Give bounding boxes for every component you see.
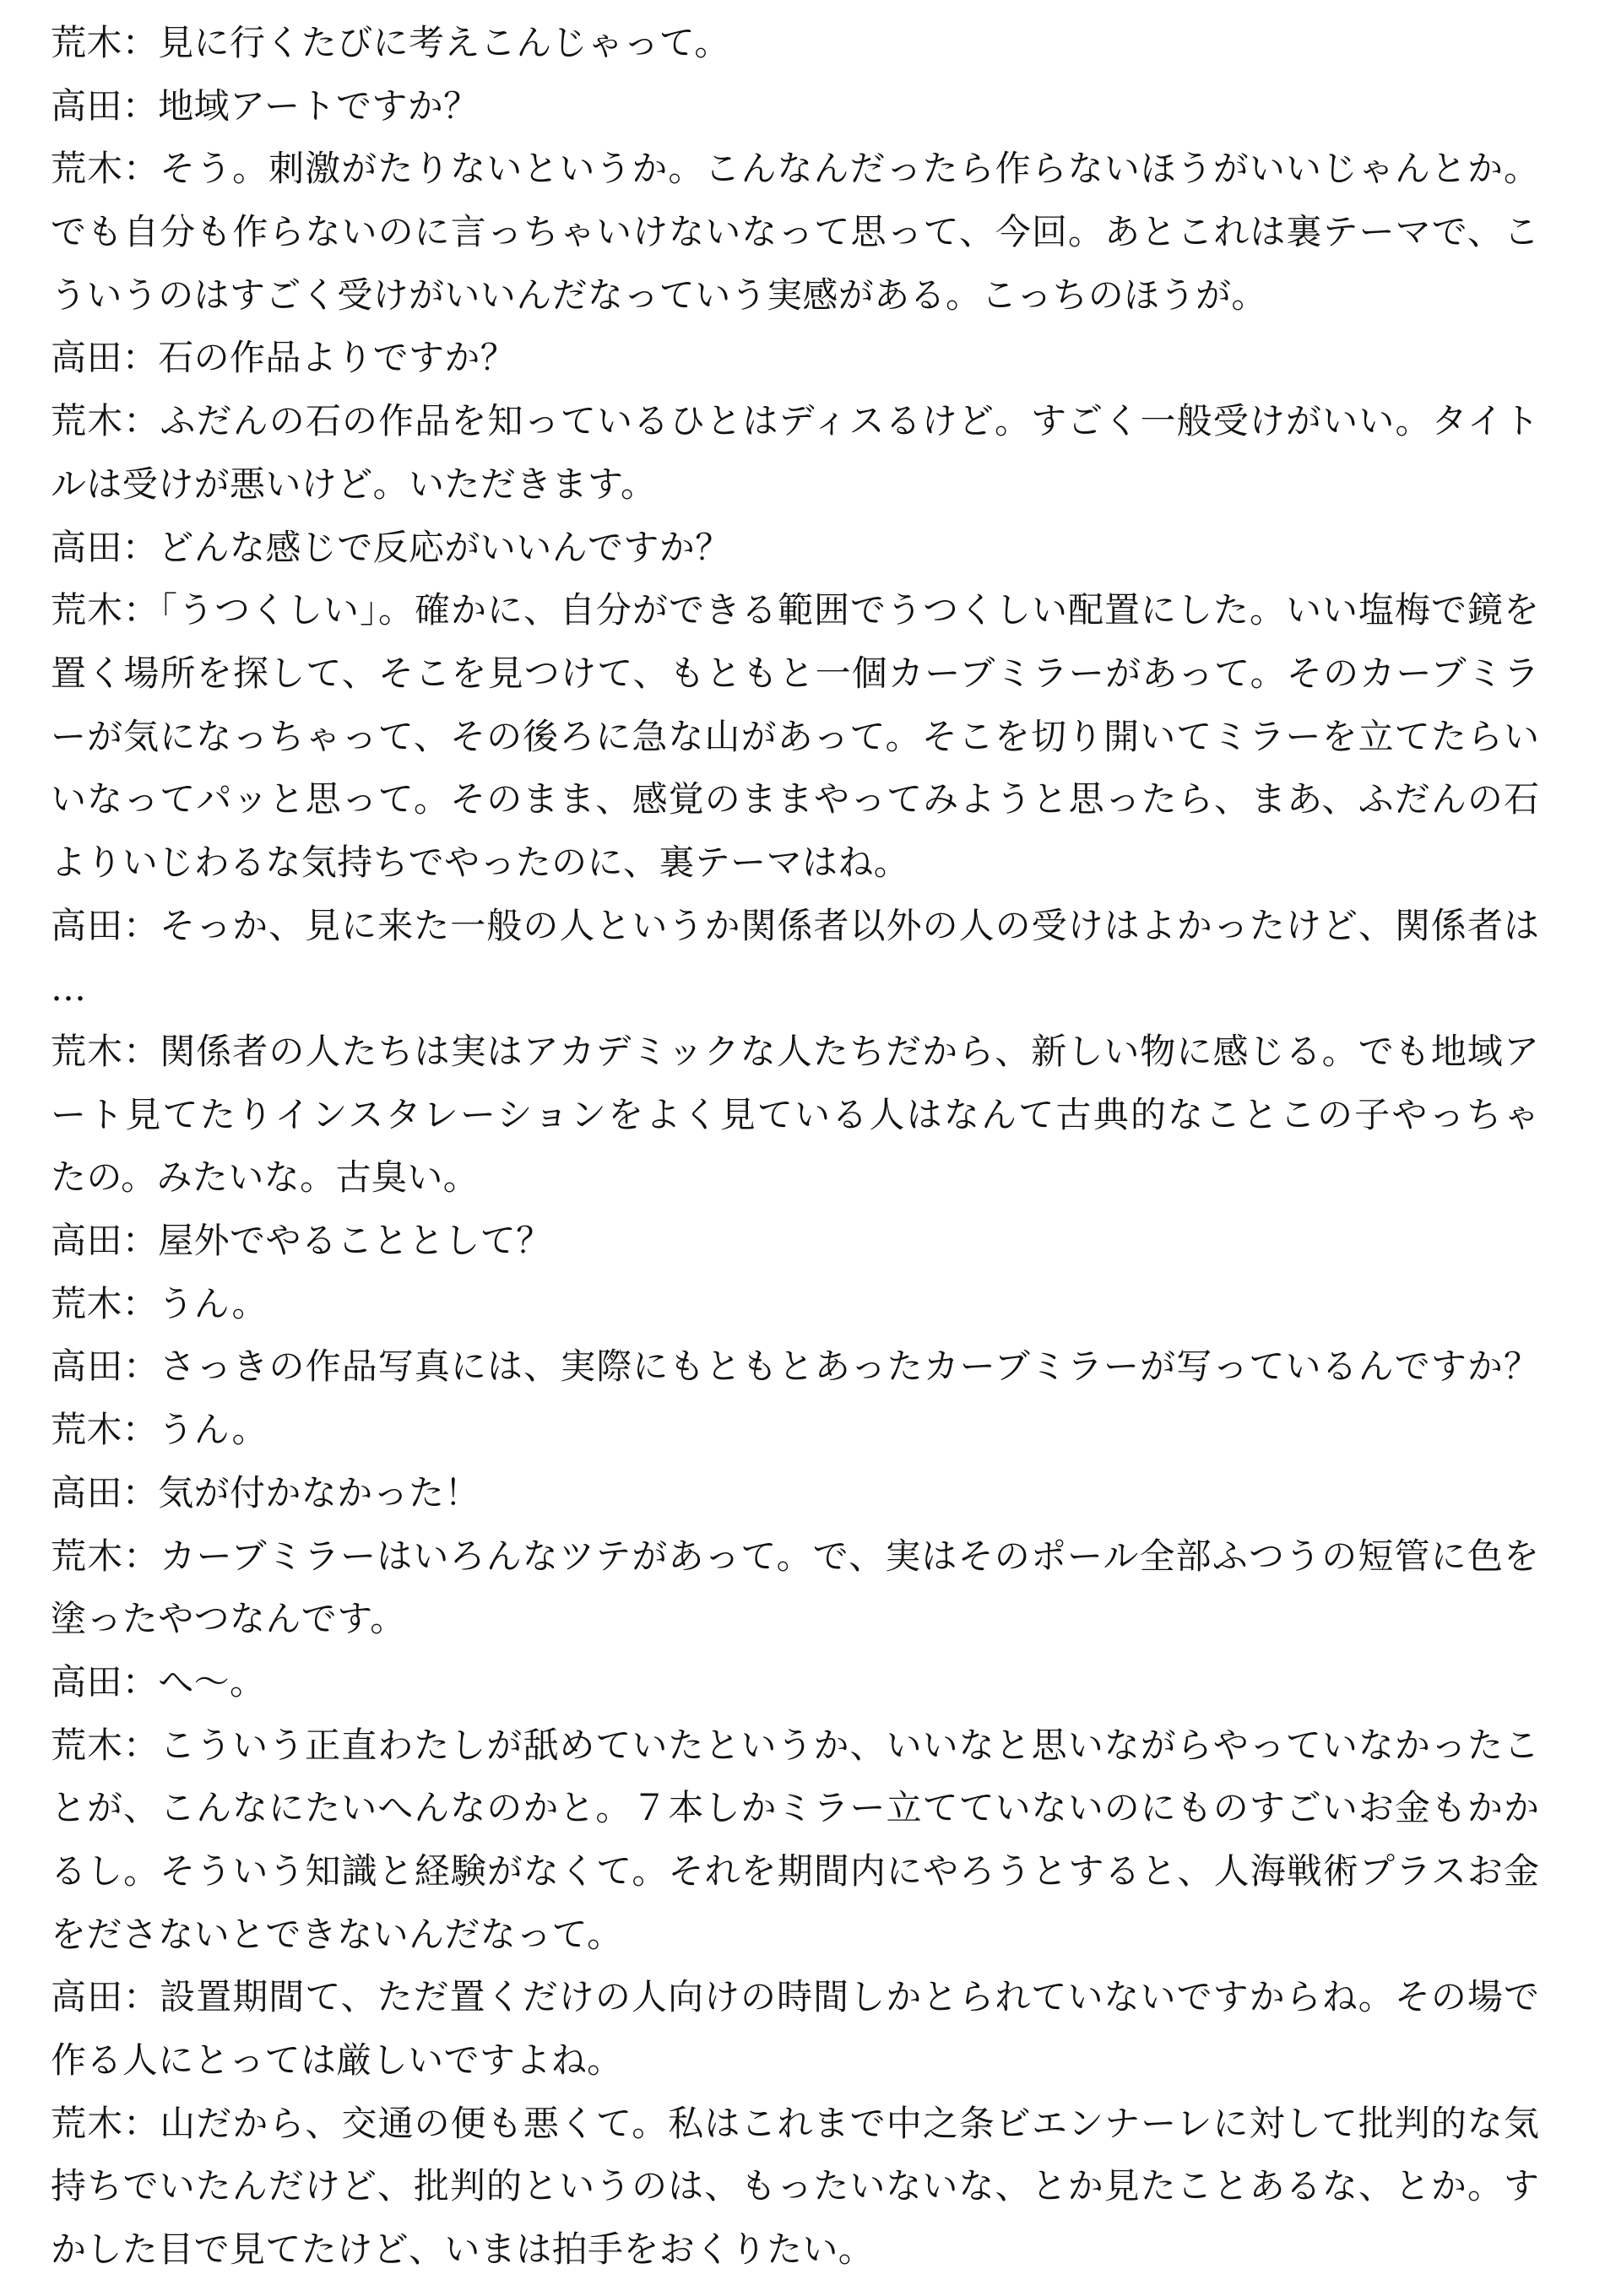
dialogue-line: 高田：石の作品よりですか？ xyxy=(51,337,517,379)
dialogue-line: 高田：屋外でやることとして？ xyxy=(51,1220,552,1262)
dialogue-turn xyxy=(51,1021,1539,1210)
dialogue-line: 荒木：こういう正直わたしが舐めていたというか、いいなと思いながらやっていなかったこ xyxy=(51,1724,1539,1766)
dialogue-line: 荒木：そう。刺激がたりないというか。こんなんだったら作らないほうがいいじゃんとか。 xyxy=(51,148,1539,190)
dialogue-line: ルは受けが悪いけど。いただきます。 xyxy=(51,463,657,505)
dialogue-line: よりいじわるな気持ちでやったのに、裏テーマはね。 xyxy=(51,841,910,883)
dialogue-line: 置く場所を探して、そこを見つけて、もともと一個カーブミラーがあって。そのカーブミラ xyxy=(51,652,1539,694)
dialogue-line: ーが気になっちゃって、その後ろに急な山があって。そこを切り開いてミラーを立てたらい xyxy=(51,715,1539,757)
dialogue-line: 荒木：「うつくしい」。確かに、自分ができる範囲でうつくしい配置にした。いい塩梅で鏡を xyxy=(51,589,1539,631)
dialogue-line: 塗ったやつなんです。 xyxy=(51,1598,406,1640)
dialogue-turn xyxy=(51,1651,1539,1714)
dialogue-line: をださないとできないんだなって。 xyxy=(51,1913,623,1955)
dialogue-line: 荒木：うん。 xyxy=(51,1409,268,1451)
dialogue-turn xyxy=(51,1210,1539,1273)
dialogue-line: 持ちでいたんだけど、批判的というのは、もったいないな、とか見たことあるな、とか。す xyxy=(51,2165,1539,2207)
dialogue-line: 作る人にとっては厳しいですよね。 xyxy=(51,2039,623,2081)
dialogue-turn xyxy=(51,579,1539,894)
dialogue-line: … xyxy=(51,967,87,1010)
dialogue-line: 高田：さっきの作品写真には、実際にもともとあったカーブミラーが写っているんですか？ xyxy=(51,1346,1539,1388)
dialogue-turn xyxy=(51,390,1539,516)
dialogue-line: 高田：地域アートですか？ xyxy=(51,84,480,127)
dialogue-line: 荒木：うん。 xyxy=(51,1282,268,1324)
dialogue-line: 荒木：ふだんの石の作品を知っているひとはディスるけど。すごく一般受けがいい。タイト xyxy=(51,400,1539,442)
dialogue-turn xyxy=(51,327,1539,390)
dialogue-turn xyxy=(51,138,1539,327)
dialogue-turn xyxy=(51,1273,1539,1336)
dialogue-line: ういうのはすごく受けがいいんだなっていう実感がある。こっちのほうが。 xyxy=(51,273,1267,316)
dialogue-line: 高田：へ～。 xyxy=(51,1660,266,1703)
dialogue-turn xyxy=(51,2093,1539,2282)
dialogue-turn xyxy=(51,1966,1539,2092)
dialogue-line: 荒木：カーブミラーはいろんなツテがあって。で、実はそのポール全部ふつうの短管に色を xyxy=(51,1535,1539,1577)
dialogue-turn xyxy=(51,75,1539,138)
dialogue-line: でも自分も作らないのに言っちゃいけないなって思って、今回。あとこれは裏テーマで、こ xyxy=(51,211,1539,253)
dialogue-line: 高田：どんな感じで反応がいいんですか？ xyxy=(51,526,731,568)
dialogue-line: るし。そういう知識と経験がなくて。それを期間内にやろうとすると、人海戦術プラスお金 xyxy=(51,1849,1539,1892)
dialogue-line: 高田：そっか、見に来た一般の人というか関係者以外の人の受けはよかったけど、関係者は xyxy=(51,904,1539,946)
dialogue-turn xyxy=(51,1525,1539,1651)
dialogue-line: 荒木：山だから、交通の便も悪くて。私はこれまで中之条ビエンナーレに対して批判的な気 xyxy=(51,2102,1539,2144)
dialogue-line: ート見てたりインスタレーションをよく見ている人はなんて古典的なことこの子やっちゃ xyxy=(51,1093,1539,1135)
dialogue-line: 高田：気が付かなかった！ xyxy=(51,1471,480,1514)
dialogue-turn xyxy=(51,895,1539,1021)
dialogue-line: たの。みたいな。古臭い。 xyxy=(51,1156,480,1199)
dialogue-turn xyxy=(51,1714,1539,1967)
dialogue-turn xyxy=(51,1462,1539,1525)
dialogue-line: とが、こんなにたいへんなのかと。７本しかミラー立てていないのにものすごいお金もかか xyxy=(51,1787,1539,1829)
dialogue-line: かした目で見てたけど、いまは拍手をおくりたい。 xyxy=(51,2228,875,2271)
dialogue-turn xyxy=(51,517,1539,580)
dialogue-line: 荒木：見に行くたびに考えこんじゃって。 xyxy=(51,22,730,63)
dialogue-line: 荒木：関係者の人たちは実はアカデミックな人たちだから、新しい物に感じる。でも地域ア xyxy=(51,1031,1539,1072)
dialogue-turn xyxy=(51,1399,1539,1462)
dialogue-turn xyxy=(51,1335,1539,1399)
transcript-page xyxy=(51,12,1539,2282)
dialogue-turn xyxy=(51,12,1539,75)
dialogue-line: 高田：設置期間て、ただ置くだけの人向けの時間しかとられていないですからね。その場で xyxy=(51,1976,1539,2018)
dialogue-line: いなってパッと思って。そのまま、感覚のままやってみようと思ったら、まあ、ふだんの石 xyxy=(51,778,1539,820)
